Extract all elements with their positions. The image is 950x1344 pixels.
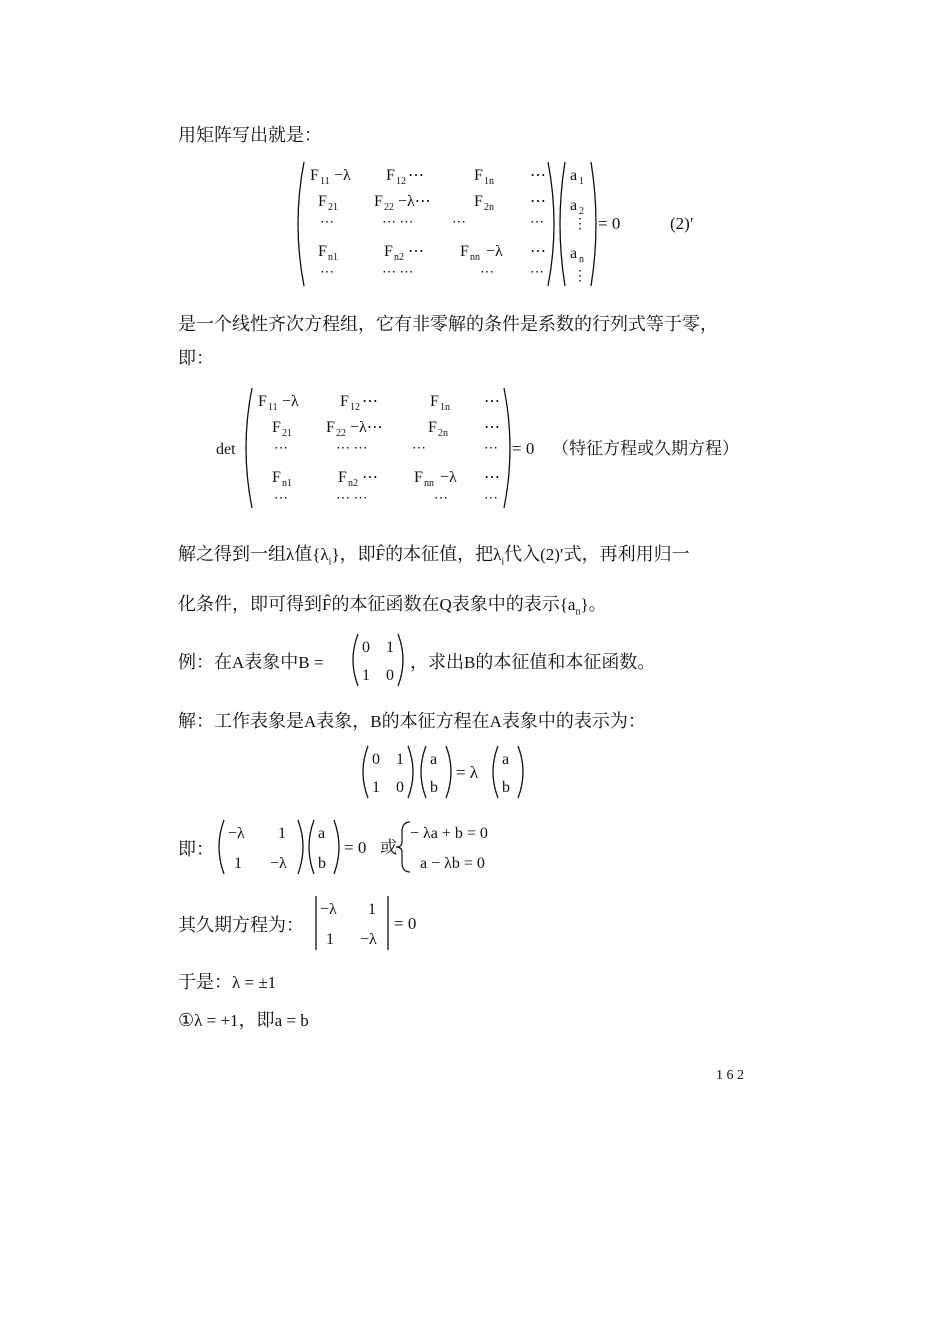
svg-text:−λ: −λ (228, 825, 245, 842)
example-statement-cont: ，求出B的本征值和本征函数。 (410, 652, 656, 673)
svg-text:n1: n1 (282, 478, 292, 489)
svg-text:⋯: ⋯ (362, 469, 378, 486)
paragraph-eigenvalues: 解之得到一组λ值$\{\lambda_i\}$，即F̂的本征值，把$\lambda_i$代入(2)′式，再利用归一 (178, 544, 690, 568)
eq4-label: 即： (178, 839, 214, 860)
svg-text:1n: 1n (440, 402, 450, 413)
svg-text:⋯: ⋯ (320, 215, 334, 230)
svg-text:F: F (326, 419, 335, 436)
svg-text:⋯: ⋯ (530, 193, 546, 210)
svg-text:0: 0 (386, 667, 394, 684)
svg-text:F: F (428, 419, 437, 436)
svg-text:⋯ ⋯: ⋯ ⋯ (336, 491, 368, 506)
svg-text:11: 11 (320, 176, 330, 187)
svg-text:F: F (318, 193, 327, 210)
svg-text:1: 1 (396, 751, 404, 768)
svg-text:a − λb = 0: a − λb = 0 (420, 855, 485, 872)
svg-text:⋯: ⋯ (408, 167, 424, 184)
svg-text:⋯: ⋯ (484, 441, 498, 456)
svg-text:22: 22 (336, 428, 346, 439)
intro-text: 用矩阵写出就是： (178, 125, 322, 146)
example-statement: 例：在A表象中B = (178, 652, 324, 673)
svg-text:⋯: ⋯ (484, 491, 498, 506)
svg-text:（特征方程或久期方程）: （特征方程或久期方程） (552, 439, 739, 459)
svg-text:0: 0 (372, 751, 380, 768)
svg-text:− λa + b = 0: − λa + b = 0 (410, 825, 488, 842)
svg-text:F: F (258, 393, 267, 410)
svg-text:a: a (570, 167, 578, 184)
svg-text:⋯: ⋯ (530, 243, 546, 260)
svg-text:1: 1 (579, 176, 584, 187)
svg-text:⋯ ⋯: ⋯ ⋯ (336, 441, 368, 456)
svg-text:= 0: = 0 (512, 439, 535, 458)
svg-text:F: F (272, 469, 281, 486)
svg-text:nn: nn (470, 252, 480, 263)
svg-text:⋯: ⋯ (480, 265, 494, 280)
svg-text:或: 或 (380, 838, 397, 858)
svg-text:1: 1 (372, 779, 380, 796)
example-matrix-B (348, 632, 408, 688)
svg-text:= 0: = 0 (344, 838, 367, 857)
homogeneous-system (214, 818, 524, 876)
svg-text:⋯: ⋯ (362, 393, 378, 410)
svg-text:a: a (570, 245, 578, 262)
paragraph-condition-cont: 即： (178, 348, 214, 369)
svg-text:nn: nn (424, 478, 434, 489)
matrix-equation-2prime (290, 158, 710, 290)
svg-text:n1: n1 (328, 252, 338, 263)
svg-text:a: a (430, 751, 438, 768)
svg-text:b: b (318, 855, 326, 872)
svg-text:b: b (502, 779, 510, 796)
svg-text:n2: n2 (394, 252, 404, 263)
svg-text:⋯ ⋯: ⋯ ⋯ (382, 215, 414, 230)
svg-text:⋯: ⋯ (484, 469, 500, 486)
svg-text:⋮: ⋮ (573, 217, 587, 232)
svg-text:1: 1 (326, 931, 334, 948)
svg-text:1: 1 (234, 855, 242, 872)
case-one: ①λ = +1，即a = b (178, 1010, 309, 1031)
svg-text:−λ: −λ (440, 469, 457, 486)
svg-text:F: F (384, 243, 393, 260)
svg-text:⋯ ⋯: ⋯ ⋯ (382, 265, 414, 280)
svg-text:12: 12 (350, 402, 360, 413)
svg-text:= λ: = λ (456, 763, 479, 782)
svg-text:= 0: = 0 (394, 914, 417, 933)
svg-text:F: F (430, 393, 439, 410)
svg-text:−λ: −λ (360, 931, 377, 948)
svg-text:21: 21 (328, 202, 338, 213)
svg-text:= 0: = 0 (598, 214, 621, 233)
svg-text:2n: 2n (484, 202, 494, 213)
svg-text:⋯: ⋯ (434, 491, 448, 506)
svg-text:22: 22 (384, 202, 394, 213)
svg-text:−λ: −λ (270, 855, 287, 872)
svg-text:−λ: −λ (320, 901, 337, 918)
svg-text:⋯: ⋯ (530, 167, 546, 184)
svg-text:⋯: ⋯ (408, 243, 424, 260)
paragraph-eigenfunctions: 化条件，即可得到F̂的本征函数在Q表象中的表示$\{a_n\}$。 (178, 594, 607, 618)
svg-text:0: 0 (362, 639, 370, 656)
svg-text:1n: 1n (484, 176, 494, 187)
svg-text:0: 0 (396, 779, 404, 796)
svg-text:det: det (216, 441, 236, 458)
svg-text:1: 1 (386, 639, 394, 656)
eigen-equation-matrix (358, 744, 528, 800)
svg-text:F: F (474, 167, 483, 184)
svg-text:−λ: −λ (282, 393, 299, 410)
svg-text:1: 1 (362, 667, 370, 684)
svg-text:−λ: −λ (486, 243, 503, 260)
svg-text:⋯: ⋯ (320, 265, 334, 280)
svg-text:F: F (386, 167, 395, 184)
svg-text:F: F (474, 193, 483, 210)
svg-text:F: F (460, 243, 469, 260)
svg-text:⋮: ⋮ (573, 269, 587, 284)
svg-text:⋯: ⋯ (484, 393, 500, 410)
svg-text:F: F (338, 469, 347, 486)
solution-statement: 解：工作表象是A表象，B的本征方程在A表象中的表示为： (178, 711, 646, 732)
paragraph-condition: 是一个线性齐次方程组，它有非零解的条件是系数的行列式等于零， (178, 314, 718, 335)
svg-text:F: F (318, 243, 327, 260)
svg-text:a: a (570, 197, 578, 214)
svg-text:⋯: ⋯ (452, 215, 466, 230)
result-eigenvalues: 于是：λ = ±1 (178, 972, 277, 993)
svg-text:⋯: ⋯ (274, 491, 288, 506)
svg-text:F: F (340, 393, 349, 410)
svg-text:−λ⋯: −λ⋯ (398, 193, 431, 210)
svg-text:F: F (414, 469, 423, 486)
svg-text:−λ⋯: −λ⋯ (350, 419, 383, 436)
eq5-label: 其久期方程为： (178, 915, 304, 936)
svg-text:1: 1 (278, 825, 286, 842)
svg-text:a: a (502, 751, 510, 768)
svg-text:a: a (318, 825, 326, 842)
svg-text:F: F (310, 167, 319, 184)
svg-text:12: 12 (396, 176, 406, 187)
svg-text:⋯: ⋯ (274, 441, 288, 456)
svg-text:⋯: ⋯ (530, 215, 544, 230)
secular-determinant (308, 894, 428, 952)
svg-text:n2: n2 (348, 478, 358, 489)
svg-text:F: F (374, 193, 383, 210)
svg-text:−λ: −λ (334, 167, 351, 184)
svg-text:2: 2 (579, 206, 584, 217)
svg-text:1: 1 (368, 901, 376, 918)
svg-text:⋯: ⋯ (530, 265, 544, 280)
svg-text:11: 11 (268, 402, 278, 413)
svg-text:2n: 2n (438, 428, 448, 439)
svg-text:F: F (272, 419, 281, 436)
svg-text:(2)′: (2)′ (670, 214, 694, 233)
svg-text:⋯: ⋯ (484, 419, 500, 436)
svg-text:n: n (579, 254, 584, 265)
svg-text:b: b (430, 779, 438, 796)
determinant-characteristic-equation (212, 384, 772, 514)
svg-text:21: 21 (282, 428, 292, 439)
svg-text:⋯: ⋯ (412, 441, 426, 456)
page-number: 1 6 2 (716, 1068, 744, 1083)
